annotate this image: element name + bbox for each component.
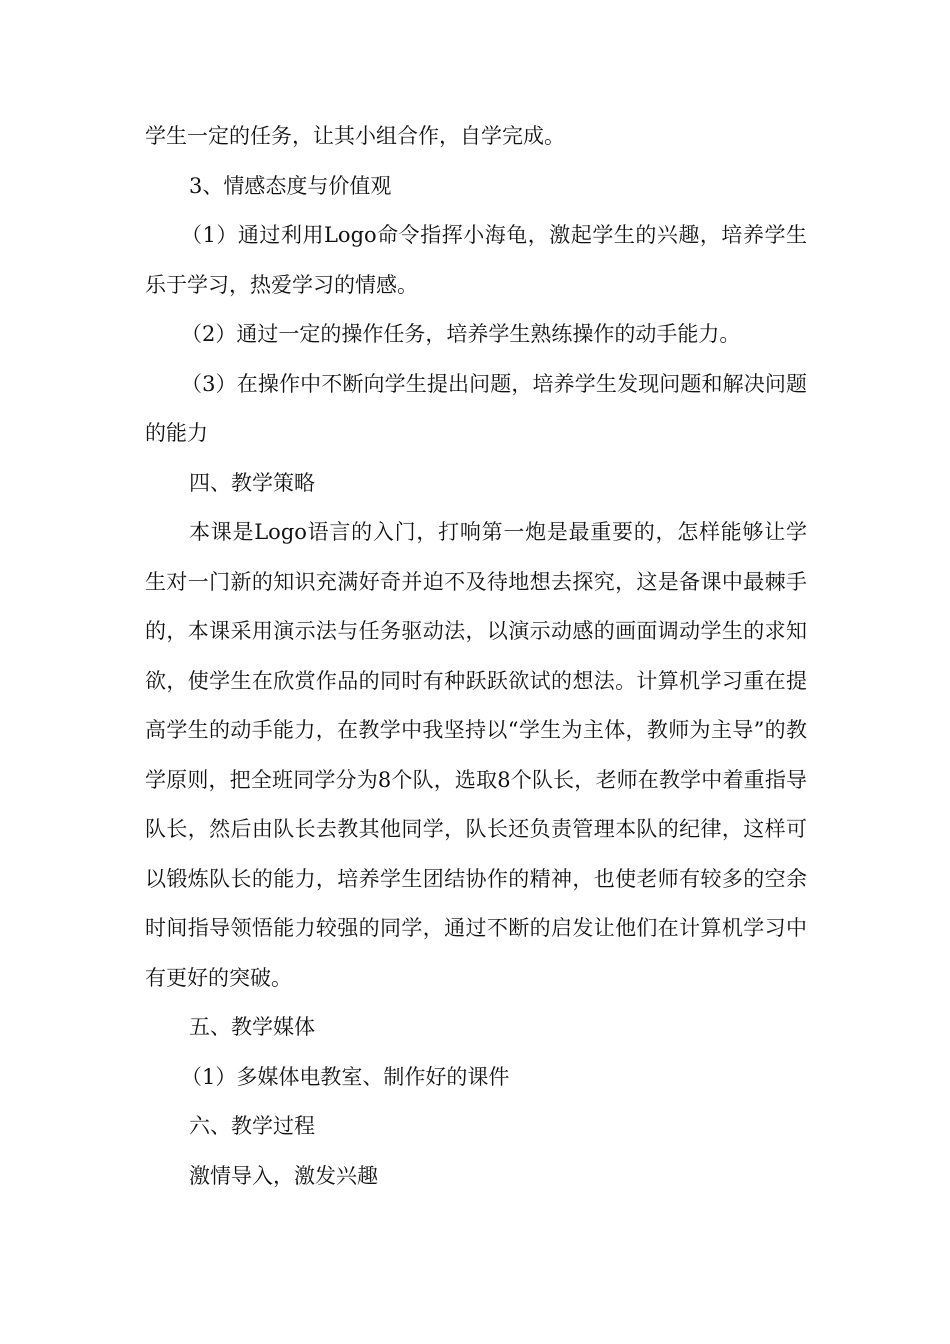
subheading-intro: 激情导入，激发兴趣 [189, 1163, 378, 1188]
list-item-media: （1）多媒体电教室、制作好的课件 [181, 1064, 510, 1089]
section-heading-media: 五、教学媒体 [189, 1015, 315, 1039]
paragraph-strategy: 本课是Logo语言的入门，打响第一炮是最重要的，怎样能够让学生对一门新的知识充满好奇并迫不及待地想去探究，这是备课中最棘手的，本课采用演示法与任务驱动法，以演示动感的画面调动学生的求知欲，使学生在欣赏作品的同时有种跃跃欲试的想法。计算机学习重在提高学生的动手能力，在教学中我坚持以“学生为主体，教师为主导”的教学原则，把全班同学分为8个队，选取8个队长，老师在教学中着重指导队长，然后由队长去教其他同学，队长还负责管理本队的纪律，这样可以锻炼队长的能力，培养学生团结协作的精神，也使老师有较多的空余时间指导领悟能力较强的同学，通过不断的启发让他们在计算机学习中有更好的突破。 [145, 520, 807, 990]
list-item-2: （2）通过一定的操作任务，培养学生熟练操作的动手能力。 [181, 322, 741, 346]
section-heading-process: 六、教学过程 [189, 1114, 315, 1138]
list-item-1: （1）通过利用Logo命令指挥小海龟，激起学生的兴趣，培养学生乐于学习，热爱学习的情感。 [145, 223, 807, 297]
heading-emotion-values: 3、情感态度与价值观 [189, 173, 392, 198]
document-body [145, 112, 807, 1201]
list-item-3: （3）在操作中不断向学生提出问题，培养学生发现问题和解决问题的能力 [145, 371, 807, 445]
paragraph-continuation: 学生一定的任务，让其小组合作，自学完成。 [145, 124, 565, 148]
section-heading-strategy: 四、教学策略 [189, 470, 315, 495]
